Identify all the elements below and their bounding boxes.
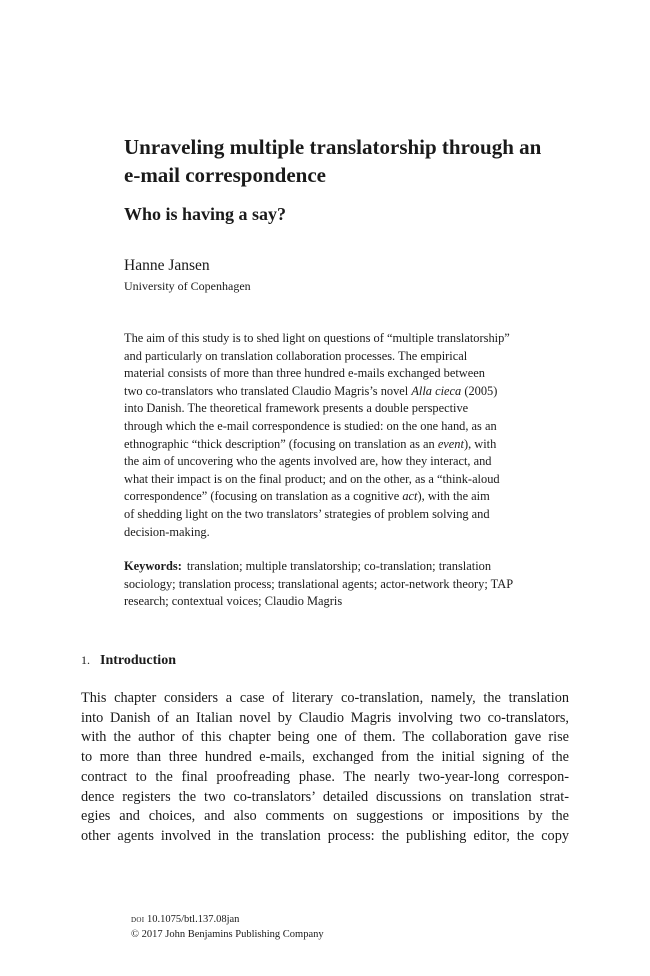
- doi: [131, 912, 324, 927]
- abstract-line: [124, 436, 564, 454]
- abstract-text: (2005): [461, 383, 498, 398]
- abstract-text: ), with the aim: [417, 489, 490, 504]
- keywords-line: research; contextual voices; Claudio Magris: [124, 594, 343, 609]
- emphasis-event: event: [437, 436, 464, 451]
- title-line-2: e-mail correspondence: [124, 163, 326, 187]
- section-number: 1.: [81, 653, 90, 667]
- article-subtitle: Who is having a say?: [124, 204, 287, 224]
- body-line: other agents involved in the translation process: the publishing editor, the copy: [81, 827, 569, 844]
- body-line: contract to the final proofreading phase. The nearly two-year-long correspon-: [81, 768, 569, 785]
- copyright: © 2017 John Benjamins Publishing Company: [131, 929, 324, 940]
- body-line: into Danish of an Italian novel by Claudio Magris involving two co-translators,: [81, 709, 569, 726]
- abstract-line: [124, 383, 564, 401]
- abstract-text: ethnographic “thick description” (focusing on translation as an: [124, 436, 438, 451]
- abstract-line: The aim of this study is to shed light on questions of “multiple translatorship”: [124, 331, 510, 345]
- doi-label: doi: [131, 914, 145, 925]
- abstract-line: [124, 488, 564, 506]
- abstract-line: decision-making.: [124, 524, 210, 539]
- title-line-1: Unraveling multiple translatorship through an: [124, 135, 542, 159]
- abstract-line: through which the e-mail correspondence is studied: on the one hand, as an: [124, 418, 497, 433]
- section-heading: [81, 649, 176, 672]
- keywords-line: sociology; translation process; translational agents; actor-network theory; TAP: [124, 576, 514, 591]
- keywords-line: [124, 558, 564, 576]
- abstract-line: into Danish. The theoretical framework presents a double perspective: [124, 401, 469, 416]
- novel-title: Alla cieca: [411, 383, 462, 398]
- doi-value: 10.1075/btl.137.08jan: [146, 914, 240, 925]
- body-line: dence registers the two co-translators’ detailed discussions on translation strat-: [81, 788, 569, 805]
- body-paragraph: [81, 689, 569, 847]
- abstract-text: ), with: [463, 436, 497, 451]
- article-title: [124, 133, 579, 189]
- abstract-line: the aim of uncovering who the agents involved are, how they interact, and: [124, 454, 492, 469]
- abstract-text: correspondence” (focusing on translation as a cognitive: [124, 489, 403, 504]
- keywords-label: Keywords:: [124, 559, 182, 573]
- author-affiliation: University of Copenhagen: [124, 279, 251, 293]
- abstract-line: of shedding light on the two translators’ strategies of problem solving and: [124, 506, 490, 521]
- abstract-text: two co-translators who translated Claudio Magris’s novel: [124, 383, 412, 398]
- section-title: Introduction: [100, 653, 176, 668]
- body-line: egies and choices, and also comments on suggestions or impositions by the: [81, 808, 569, 825]
- keywords-text: translation; multiple translatorship; co-translation; translation: [186, 559, 492, 573]
- body-line: with the author of this chapter being one of them. The collaboration gave rise: [81, 729, 569, 746]
- body-line: to more than three hundred e-mails, exchanged from the initial signing of the: [81, 749, 569, 766]
- abstract-line: and particularly on translation collaboration processes. The empirical: [124, 348, 468, 363]
- emphasis-act: act: [402, 489, 418, 504]
- abstract-line: material consists of more than three hundred e-mails exchanged between: [124, 366, 485, 381]
- page-footer: [131, 912, 324, 942]
- author-name: Hanne Jansen: [124, 257, 210, 274]
- keywords: [124, 558, 564, 611]
- abstract-line: what their impact is on the final product; and on the other, as a “think-aloud: [124, 471, 500, 486]
- abstract: [124, 330, 564, 541]
- body-line: This chapter considers a case of literary co-translation, namely, the translation: [81, 690, 569, 706]
